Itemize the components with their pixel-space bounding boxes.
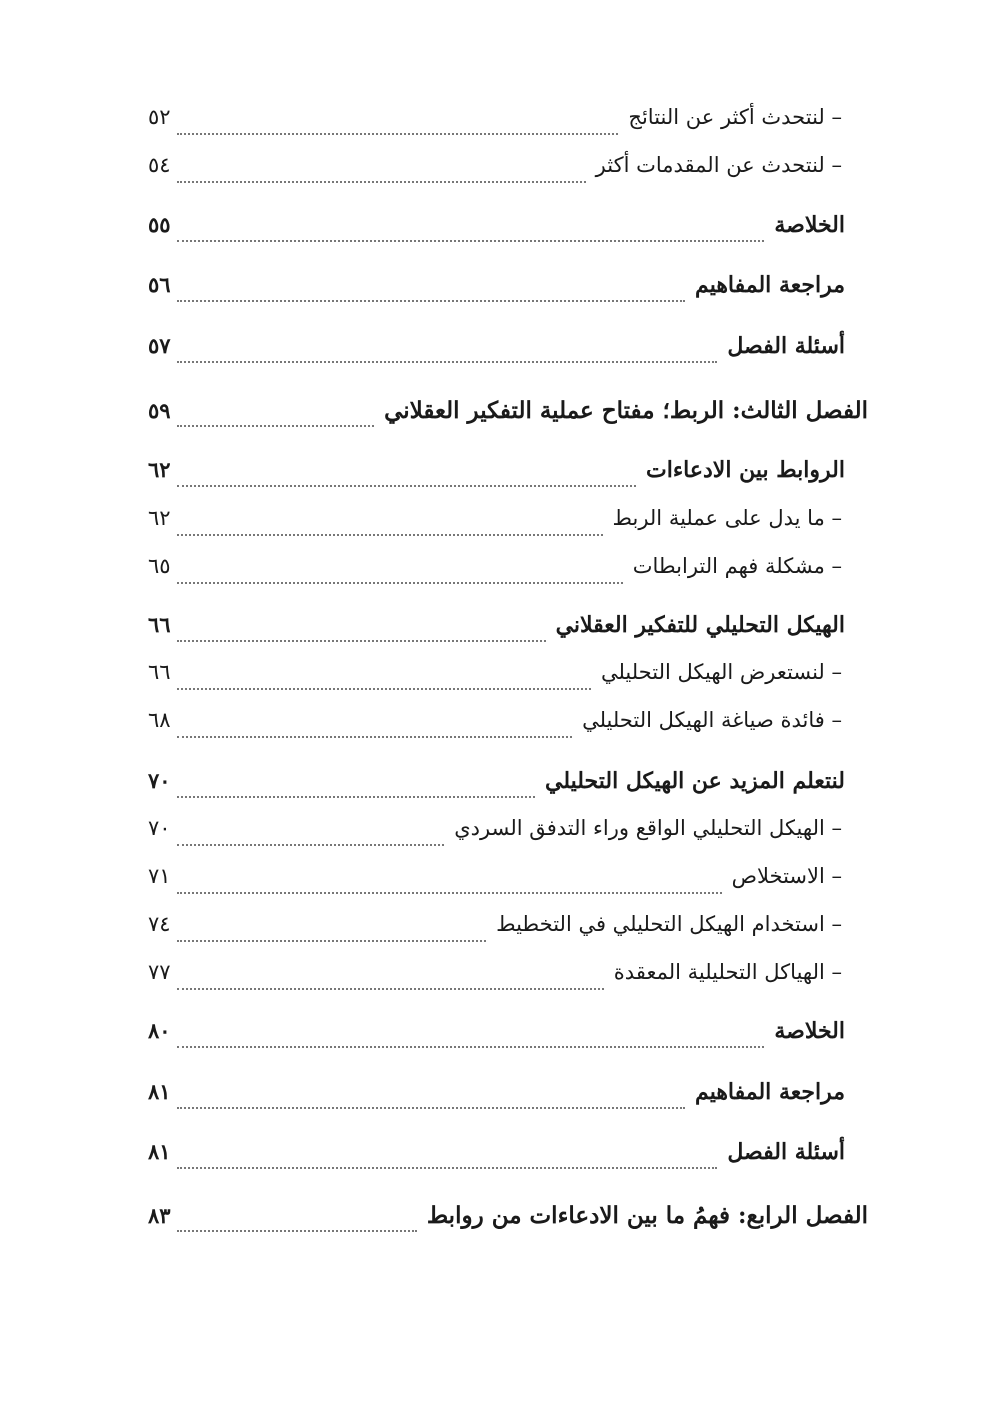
dot-leader: [177, 240, 765, 242]
toc-entry-page: ٥٥: [148, 212, 171, 237]
toc-entry-page: ٨٠: [148, 1018, 171, 1043]
toc-entry: [148, 212, 845, 252]
dot-leader: [177, 425, 375, 427]
toc-entry-title: – مشكلة فهم الترابطات: [632, 554, 842, 578]
toc-entry-title: – الاستخلاص: [731, 864, 842, 888]
toc-entry-title: – ما يدل على عملية الربط: [612, 506, 842, 530]
toc-chapter-entry: [148, 1202, 868, 1242]
dot-leader: [177, 940, 487, 942]
dot-leader: [177, 534, 603, 536]
toc-entry-title: أسئلة الفصل: [727, 1139, 845, 1165]
toc-entry: [148, 153, 842, 193]
toc-entry-page: ٦٦: [148, 612, 171, 637]
dot-leader: [177, 844, 445, 846]
toc-entry: [148, 708, 842, 748]
toc-entry-title: الفصل الثالث: الربط؛ مفتاح عملية التفكير العقلاني: [384, 397, 868, 424]
toc-entry: [148, 960, 842, 1000]
toc-entry-page: ٥٧: [148, 333, 171, 358]
toc-entry: [148, 457, 845, 497]
toc-entry-title: الروابط بين الادعاءات: [646, 457, 845, 483]
dot-leader: [177, 361, 718, 363]
toc-entry-page: ٥٦: [148, 272, 171, 297]
dot-leader: [177, 181, 586, 183]
dot-leader: [177, 582, 623, 584]
toc-entry: [148, 660, 842, 700]
toc-entry-page: ٥٤: [148, 153, 171, 177]
toc-entry: [148, 912, 842, 952]
toc-entry-page: ٧٠: [148, 768, 171, 793]
toc-entry-title: الفصل الرابع: فهمُ ما بين الادعاءات من روابط: [426, 1202, 868, 1229]
dot-leader: [177, 640, 546, 642]
toc-entry-title: – الهيكل التحليلي الواقع وراء التدفق السردي: [454, 816, 842, 840]
toc-entry-page: ٥٢: [148, 105, 171, 129]
toc-entry-page: ٦٢: [148, 457, 171, 482]
dot-leader: [177, 796, 535, 798]
toc-entry-page: ٥٩: [148, 398, 171, 423]
toc-entry-title: – فائدة صياغة الهيكل التحليلي: [582, 708, 842, 732]
dot-leader: [177, 133, 619, 135]
toc-chapter-entry: [148, 397, 868, 437]
dot-leader: [177, 988, 604, 990]
toc-entry-title: الخلاصة: [774, 1018, 845, 1044]
toc-entry-page: ٧٠: [148, 816, 171, 840]
toc-entry-page: ٧٤: [148, 912, 171, 936]
toc-entry-page: ٦٨: [148, 708, 171, 732]
toc-entry-page: ٧٧: [148, 960, 171, 984]
dot-leader: [177, 736, 573, 738]
toc-entry: [148, 1018, 845, 1058]
toc-entry-page: ٦٦: [148, 660, 171, 684]
toc-entry: [148, 105, 842, 145]
toc-entry-title: مراجعة المفاهيم: [695, 272, 845, 298]
toc-entry: [148, 612, 845, 652]
toc-entry-title: – لنتحدث عن المقدمات أكثر: [595, 153, 842, 177]
toc-entry: [148, 272, 845, 312]
toc-entry: [148, 768, 845, 808]
toc-entry: [148, 554, 842, 594]
dot-leader: [177, 1230, 417, 1232]
toc-entry: [148, 864, 842, 904]
dot-leader: [177, 1167, 718, 1169]
dot-leader: [177, 688, 591, 690]
toc-entry: [148, 1079, 845, 1119]
toc-entry: [148, 1139, 845, 1179]
toc-entry-title: – لنستعرض الهيكل التحليلي: [600, 660, 842, 684]
toc-entry-page: ٨١: [148, 1079, 171, 1104]
dot-leader: [177, 300, 685, 302]
toc-entry-title: لنتعلم المزيد عن الهيكل التحليلي: [545, 768, 845, 794]
dot-leader: [177, 1107, 685, 1109]
toc-entry-page: ٦٥: [148, 554, 171, 578]
dot-leader: [177, 1046, 765, 1048]
toc-entry-title: الهيكل التحليلي للتفكير العقلاني: [555, 612, 845, 638]
dot-leader: [177, 892, 722, 894]
dot-leader: [177, 485, 636, 487]
toc-entry-title: الخلاصة: [774, 212, 845, 238]
toc-entry-page: ٨٣: [148, 1203, 171, 1228]
toc-entry-title: – الهياكل التحليلية المعقدة: [613, 960, 842, 984]
toc-entry-page: ٦٢: [148, 506, 171, 530]
toc-entry-title: – لنتحدث أكثر عن النتائج: [628, 105, 842, 129]
toc-entry: [148, 816, 842, 856]
toc-entry: [148, 333, 845, 373]
toc-entry-page: ٧١: [148, 864, 171, 888]
toc-entry-page: ٨١: [148, 1139, 171, 1164]
toc-entry-title: أسئلة الفصل: [727, 333, 845, 359]
toc-entry-title: مراجعة المفاهيم: [695, 1079, 845, 1105]
toc-entry-title: – استخدام الهيكل التحليلي في التخطيط: [496, 912, 842, 936]
toc-entry: [148, 506, 842, 546]
